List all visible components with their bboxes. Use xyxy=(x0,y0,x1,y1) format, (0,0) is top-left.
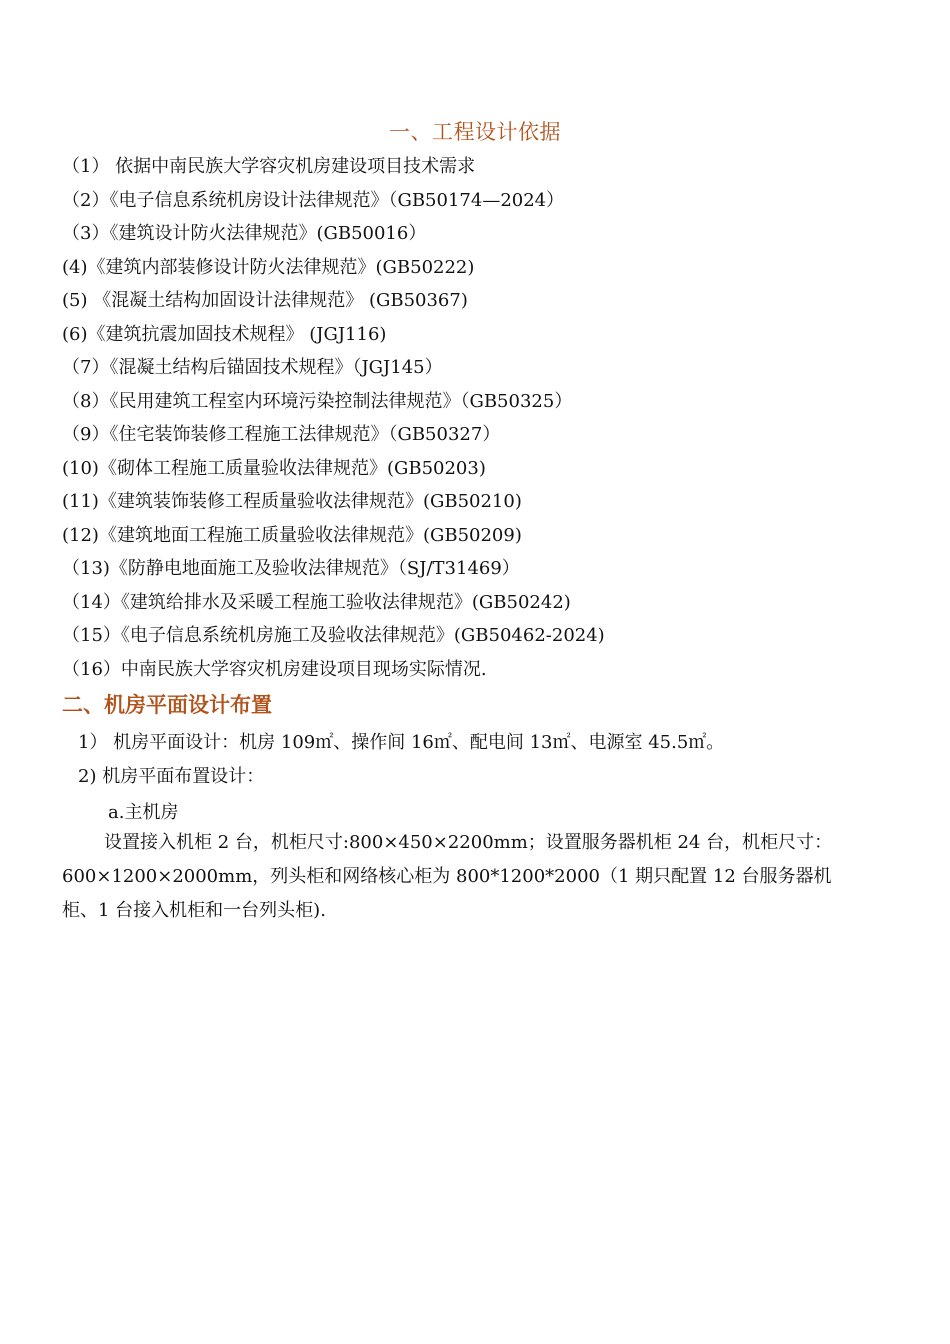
reference-item: （1） 依据中南民族大学容灾机房建设项目技术需求 xyxy=(62,156,476,177)
reference-item: (11)《建筑装饰装修工程质量验收法律规范》(GB50210) xyxy=(62,491,522,512)
cabinet-description xyxy=(62,826,862,928)
reference-item: (6)《建筑抗震加固技术规程》 (JGJ116) xyxy=(62,323,387,345)
floor-plan-area-item: 1） 机房平面设计：机房 109㎡、操作间 16㎡、配电间 13㎡、电源室 45.5㎡。 xyxy=(78,732,725,753)
section-2-heading: 二、机房平面设计布置 xyxy=(62,693,272,717)
reference-item: （8）《民用建筑工程室内环境污染控制法律规范》（GB50325） xyxy=(62,390,573,412)
reference-item: (4)《建筑内部装修设计防火法律规范》(GB50222) xyxy=(62,256,475,278)
reference-list xyxy=(62,150,902,686)
reference-item: （7）《混凝土结构后锚固技术规程》（JGJ145） xyxy=(62,357,443,378)
reference-item: （15）《电子信息系统机房施工及验收法律规范》(GB50462-2024) xyxy=(62,625,605,646)
reference-item: (10)《砌体工程施工质量验收法律规范》(GB50203) xyxy=(62,457,486,479)
reference-item: （13)《防静电地面施工及验收法律规范》（SJ/T31469） xyxy=(62,558,520,579)
reference-item: （14）《建筑给排水及采暖工程施工验收法律规范》(GB50242) xyxy=(62,591,571,613)
reference-item: （16）中南民族大学容灾机房建设项目现场实际情况. xyxy=(62,658,487,680)
main-room-subheading: a.主机房 xyxy=(108,802,179,823)
cabinet-description-text: 设置接入机柜 2 台，机柜尺寸:800×450×2200mm；设置服务器机柜 24 台，机柜尺寸：600×1200×2000mm，列头柜和网络核心柜为 800*1200*2000（1 期只配置 12 台服务器机柜、1 台接入机柜和一台列头柜). xyxy=(62,832,833,921)
reference-item: (5) 《混凝土结构加固设计法律规范》 (GB50367) xyxy=(62,290,468,311)
floor-layout-item: 2) 机房平面布置设计： xyxy=(78,766,265,787)
reference-item: （9）《住宅装饰装修工程施工法律规范》（GB50327） xyxy=(62,424,501,445)
reference-item: （2）《电子信息系统机房设计法律规范》（GB50174—2024） xyxy=(62,189,565,211)
reference-item: (12)《建筑地面工程施工质量验收法律规范》(GB50209) xyxy=(62,524,522,546)
section-1-heading: 一、工程设计依据 xyxy=(389,120,561,144)
reference-item: （3）《建筑设计防火法律规范》(GB50016） xyxy=(62,223,427,244)
